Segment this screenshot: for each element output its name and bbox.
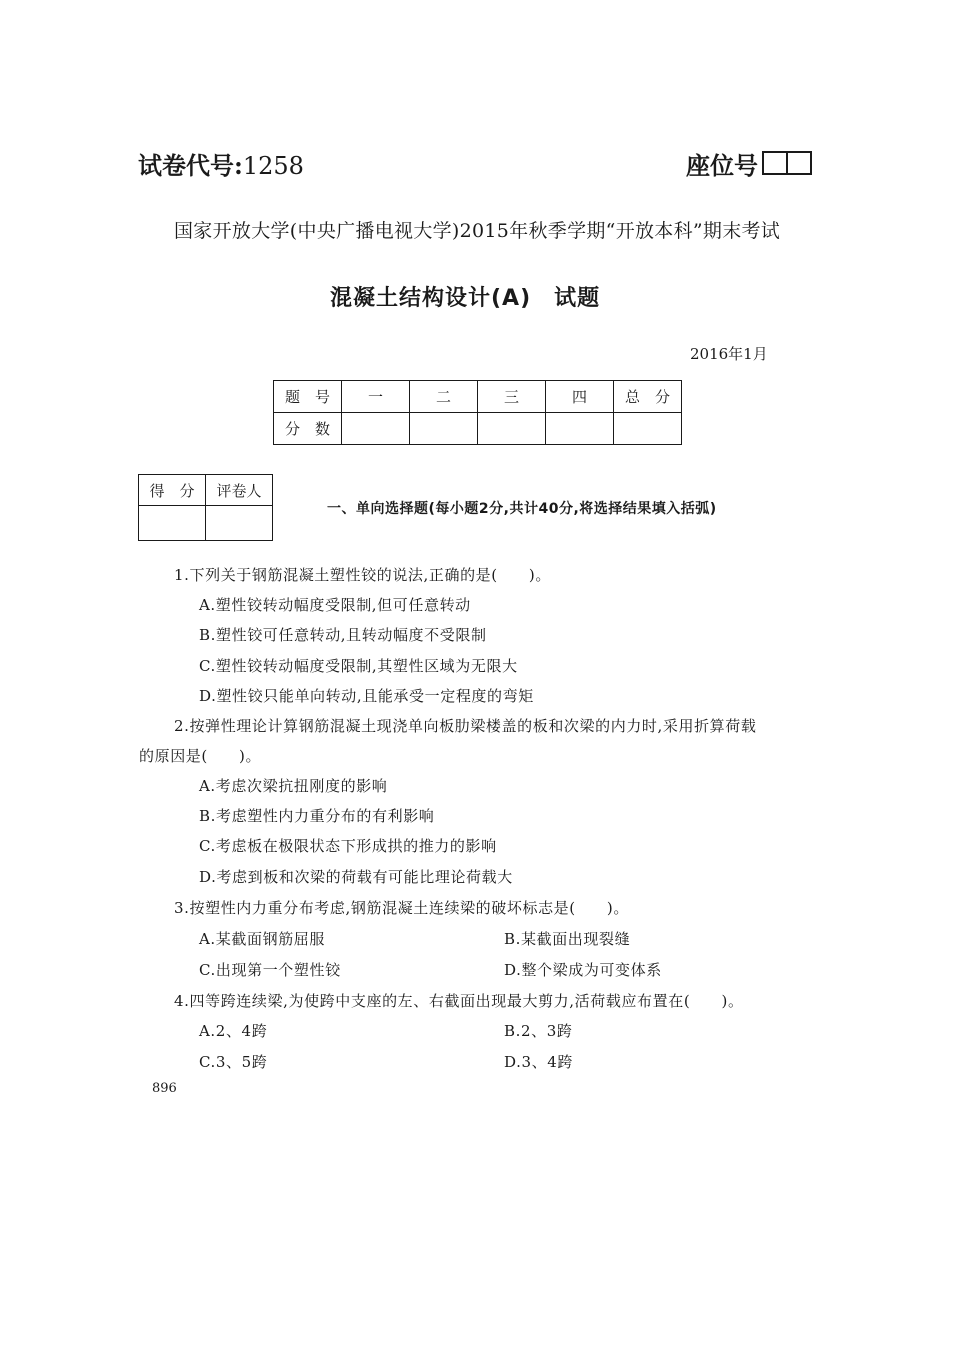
question-stem: 2.按弹性理论计算钢筋混凝土现浇单向板肋梁楼盖的板和次梁的内力时,采用折算荷载 [174, 717, 757, 735]
paper-code [138, 146, 304, 181]
exam-date: 2016年1月 [690, 345, 768, 363]
question-option: B.考虑塑性内力重分布的有利影响 [199, 807, 435, 825]
score-table-header-cell: 三 [478, 381, 546, 413]
course-title: 混凝土结构设计(A) 试题 [330, 286, 601, 311]
score-cell-q2[interactable] [410, 413, 478, 445]
question-option: A.某截面钢筋屈服 [199, 930, 326, 948]
question-option: A.考虑次梁抗扭刚度的影响 [199, 777, 388, 795]
score-cell-q3[interactable] [478, 413, 546, 445]
grader-name-label: 评卷人 [206, 475, 273, 506]
question-option: C.出现第一个塑性铰 [199, 961, 341, 979]
score-table [273, 380, 682, 445]
seat-number-label: 座位号 [686, 151, 758, 180]
seat-number-box [762, 151, 812, 175]
score-table-header-cell: 总 分 [614, 381, 682, 413]
score-table-row-label: 分 数 [274, 413, 342, 445]
score-cell-q1[interactable] [342, 413, 410, 445]
section-heading: 一、单向选择题(每小题2分,共计40分,将选择结果填入括弧) [327, 501, 717, 517]
grader-score-label: 得 分 [139, 475, 206, 506]
question-option: D.塑性铰只能单向转动,且能承受一定程度的弯矩 [199, 687, 534, 705]
question-stem: 4.四等跨连续梁,为使跨中支座的左、右截面出现最大剪力,活荷载应布置在( )。 [174, 992, 744, 1010]
grader-table-header-row [139, 475, 273, 506]
grader-score-cell[interactable] [139, 506, 206, 541]
question-stem: 3.按塑性内力重分布考虑,钢筋混凝土连续梁的破坏标志是( )。 [174, 899, 629, 917]
score-cell-total[interactable] [614, 413, 682, 445]
score-table-header-row [274, 381, 682, 413]
grader-name-cell[interactable] [206, 506, 273, 541]
question-option: C.3、5跨 [199, 1053, 268, 1071]
question-option: C.考虑板在极限状态下形成拱的推力的影响 [199, 837, 497, 855]
question-option: A.塑性铰转动幅度受限制,但可任意转动 [199, 596, 471, 614]
paper-code-label: 试卷代号: [138, 151, 243, 180]
paper-code-value: 1258 [242, 152, 304, 180]
question-option: B.2、3跨 [504, 1022, 573, 1040]
question-option: A.2、4跨 [199, 1022, 268, 1040]
question-option: D.整个梁成为可变体系 [504, 961, 662, 979]
score-table-header-cell: 四 [546, 381, 614, 413]
question-option: B.塑性铰可任意转动,且转动幅度不受限制 [199, 626, 487, 644]
exam-title: 国家开放大学(中央广播电视大学)2015年秋季学期“开放本科”期末考试 [174, 220, 781, 242]
score-table-header-cell: 二 [410, 381, 478, 413]
page-number: 896 [152, 1081, 177, 1096]
score-table-header-cell: 题 号 [274, 381, 342, 413]
question-option: D.3、4跨 [504, 1053, 573, 1071]
question-option: B.某截面出现裂缝 [504, 930, 631, 948]
score-cell-q4[interactable] [546, 413, 614, 445]
score-table-score-row [274, 413, 682, 445]
question-stem: 1.下列关于钢筋混凝土塑性铰的说法,正确的是( )。 [174, 566, 551, 584]
score-table-header-cell: 一 [342, 381, 410, 413]
question-stem-continued: 的原因是( )。 [139, 747, 262, 765]
question-option: C.塑性铰转动幅度受限制,其塑性区域为无限大 [199, 657, 518, 675]
grader-table [138, 474, 273, 541]
question-option: D.考虑到板和次梁的荷载有可能比理论荷载大 [199, 868, 513, 886]
grader-table-entry-row [139, 506, 273, 541]
